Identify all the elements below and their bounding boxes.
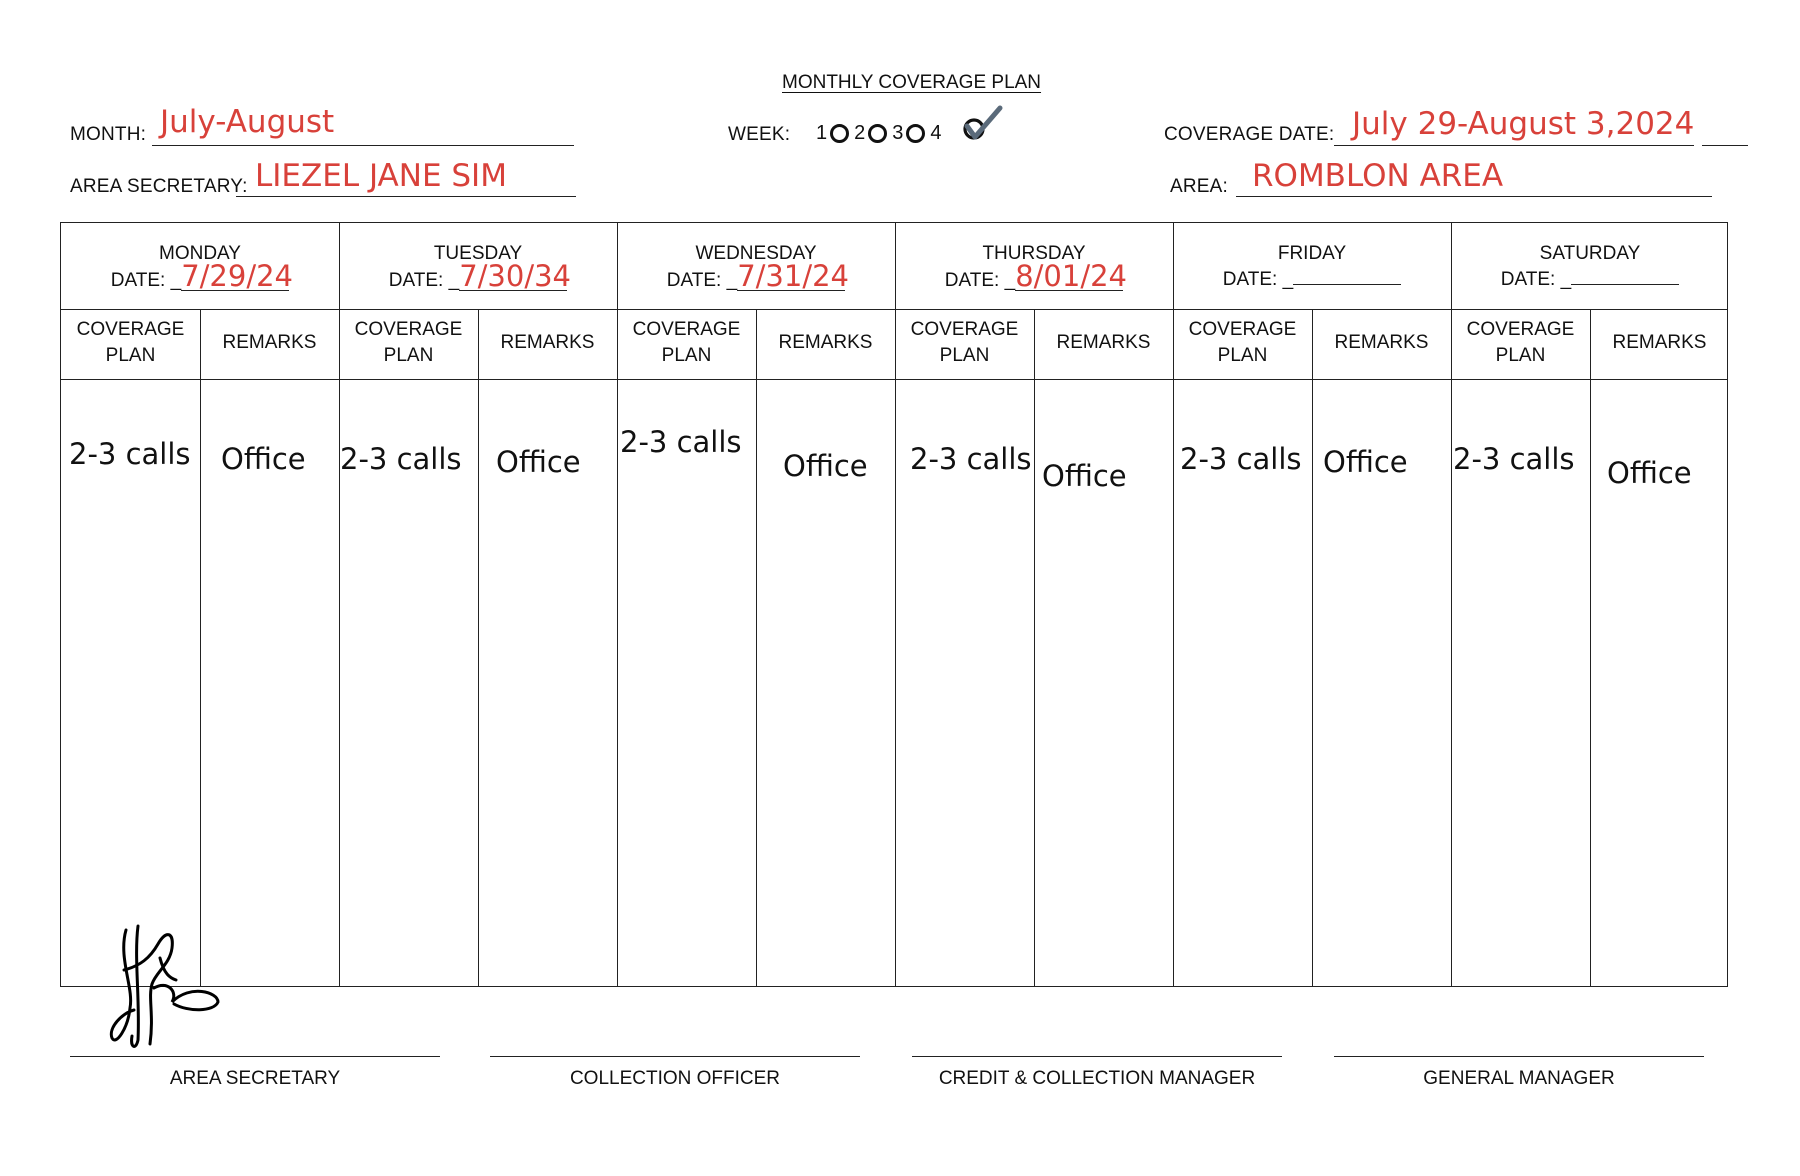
radio-icon[interactable] bbox=[830, 124, 849, 143]
week-option-3[interactable]: 3 bbox=[890, 122, 928, 144]
area-field[interactable]: ROMBLON AREA bbox=[1252, 158, 1504, 194]
remarks-entry-tuesday[interactable]: Office bbox=[496, 445, 581, 479]
signature-line bbox=[490, 1056, 860, 1057]
form-title: MONTHLY COVERAGE PLAN bbox=[782, 72, 1042, 93]
signature-line bbox=[912, 1056, 1282, 1057]
week-option-1[interactable]: 1 bbox=[814, 122, 852, 144]
col-header-plan: COVERAGE PLAN bbox=[632, 319, 741, 366]
plan-entry-monday[interactable]: 2-3 calls bbox=[69, 437, 191, 471]
plan-entry-tuesday[interactable]: 2-3 calls bbox=[340, 442, 462, 476]
col-header-plan: COVERAGE PLAN bbox=[76, 319, 185, 366]
radio-icon[interactable] bbox=[868, 124, 887, 143]
col-divider bbox=[200, 309, 201, 986]
month-label: MONTH: bbox=[70, 124, 147, 145]
col-header-remarks: REMARKS bbox=[500, 332, 595, 353]
row-divider bbox=[61, 309, 1727, 310]
plan-entry-wednesday[interactable]: 2-3 calls bbox=[620, 425, 742, 459]
area-secretary-line bbox=[236, 196, 576, 197]
day-header-monday: MONDAY DATE: _7/29/24 bbox=[110, 243, 293, 293]
week-label: WEEK: bbox=[728, 124, 791, 145]
date-field[interactable]: 8/01/24 bbox=[1015, 259, 1127, 293]
col-divider bbox=[478, 309, 479, 986]
col-header-remarks: REMARKS bbox=[1612, 332, 1707, 353]
plan-entry-friday[interactable]: 2-3 calls bbox=[1180, 442, 1302, 476]
signature-line bbox=[1334, 1056, 1704, 1057]
col-header-plan: COVERAGE PLAN bbox=[354, 319, 463, 366]
col-header-plan: COVERAGE PLAN bbox=[1188, 319, 1297, 366]
remarks-entry-wednesday[interactable]: Office bbox=[783, 449, 868, 483]
week-option-4[interactable]: 4 bbox=[930, 122, 942, 144]
col-divider bbox=[1590, 309, 1591, 986]
remarks-entry-saturday[interactable]: Office bbox=[1607, 456, 1692, 490]
date-field[interactable]: 7/29/24 bbox=[181, 259, 293, 293]
month-field[interactable]: July-August bbox=[160, 104, 335, 140]
col-divider bbox=[1312, 309, 1313, 986]
col-divider bbox=[1034, 309, 1035, 986]
plan-entry-thursday[interactable]: 2-3 calls bbox=[910, 442, 1032, 476]
month-line bbox=[152, 145, 574, 146]
coverage-date-line bbox=[1334, 145, 1694, 146]
day-header-friday: FRIDAY DATE: _ bbox=[1173, 241, 1451, 293]
signature-label-general-manager: GENERAL MANAGER bbox=[1423, 1068, 1615, 1089]
coverage-date-label: COVERAGE DATE: bbox=[1164, 124, 1335, 145]
signature-label-area-secretary: AREA SECRETARY bbox=[169, 1068, 341, 1089]
coverage-date-field[interactable]: July 29-August 3,2024 bbox=[1352, 106, 1695, 142]
remarks-entry-thursday[interactable]: Office bbox=[1042, 459, 1127, 493]
remarks-entry-monday[interactable]: Office bbox=[221, 442, 306, 476]
week-option-2[interactable]: 2 bbox=[852, 122, 890, 144]
plan-entry-saturday[interactable]: 2-3 calls bbox=[1453, 442, 1575, 476]
row-divider bbox=[61, 379, 1727, 380]
signature-label-credit-manager: CREDIT & COLLECTION MANAGER bbox=[938, 1068, 1256, 1089]
date-field[interactable]: 7/31/24 bbox=[737, 259, 849, 293]
col-header-plan: COVERAGE PLAN bbox=[910, 319, 1019, 366]
col-header-plan: COVERAGE PLAN bbox=[1466, 319, 1575, 366]
week-options bbox=[814, 122, 942, 145]
remarks-entry-friday[interactable]: Office bbox=[1323, 445, 1408, 479]
area-secretary-field[interactable]: LIEZEL JANE SIM bbox=[255, 158, 507, 194]
area-secretary-label: AREA SECRETARY: bbox=[70, 176, 248, 197]
area-label: AREA: bbox=[1170, 176, 1229, 197]
coverage-table bbox=[60, 222, 1728, 987]
signature-label-collection-officer: COLLECTION OFFICER bbox=[569, 1068, 781, 1089]
radio-icon[interactable] bbox=[906, 124, 925, 143]
signature-image bbox=[104, 918, 224, 1053]
col-header-remarks: REMARKS bbox=[1056, 332, 1151, 353]
col-divider bbox=[756, 309, 757, 986]
col-header-remarks: REMARKS bbox=[1334, 332, 1429, 353]
checkmark-icon[interactable] bbox=[962, 104, 1004, 144]
date-field[interactable]: 7/30/34 bbox=[459, 259, 571, 293]
col-header-remarks: REMARKS bbox=[778, 332, 873, 353]
col-header-remarks: REMARKS bbox=[222, 332, 317, 353]
area-line bbox=[1236, 196, 1712, 197]
day-header-thursday: THURSDAY DATE: _8/01/24 bbox=[944, 243, 1127, 293]
day-header-saturday: SATURDAY DATE: _ bbox=[1451, 241, 1729, 293]
signature-line bbox=[70, 1056, 440, 1057]
day-header-tuesday: TUESDAY DATE: _7/30/34 bbox=[388, 243, 571, 293]
day-header-wednesday: WEDNESDAY DATE: _7/31/24 bbox=[666, 243, 849, 293]
coverage-date-line-2 bbox=[1702, 145, 1748, 146]
